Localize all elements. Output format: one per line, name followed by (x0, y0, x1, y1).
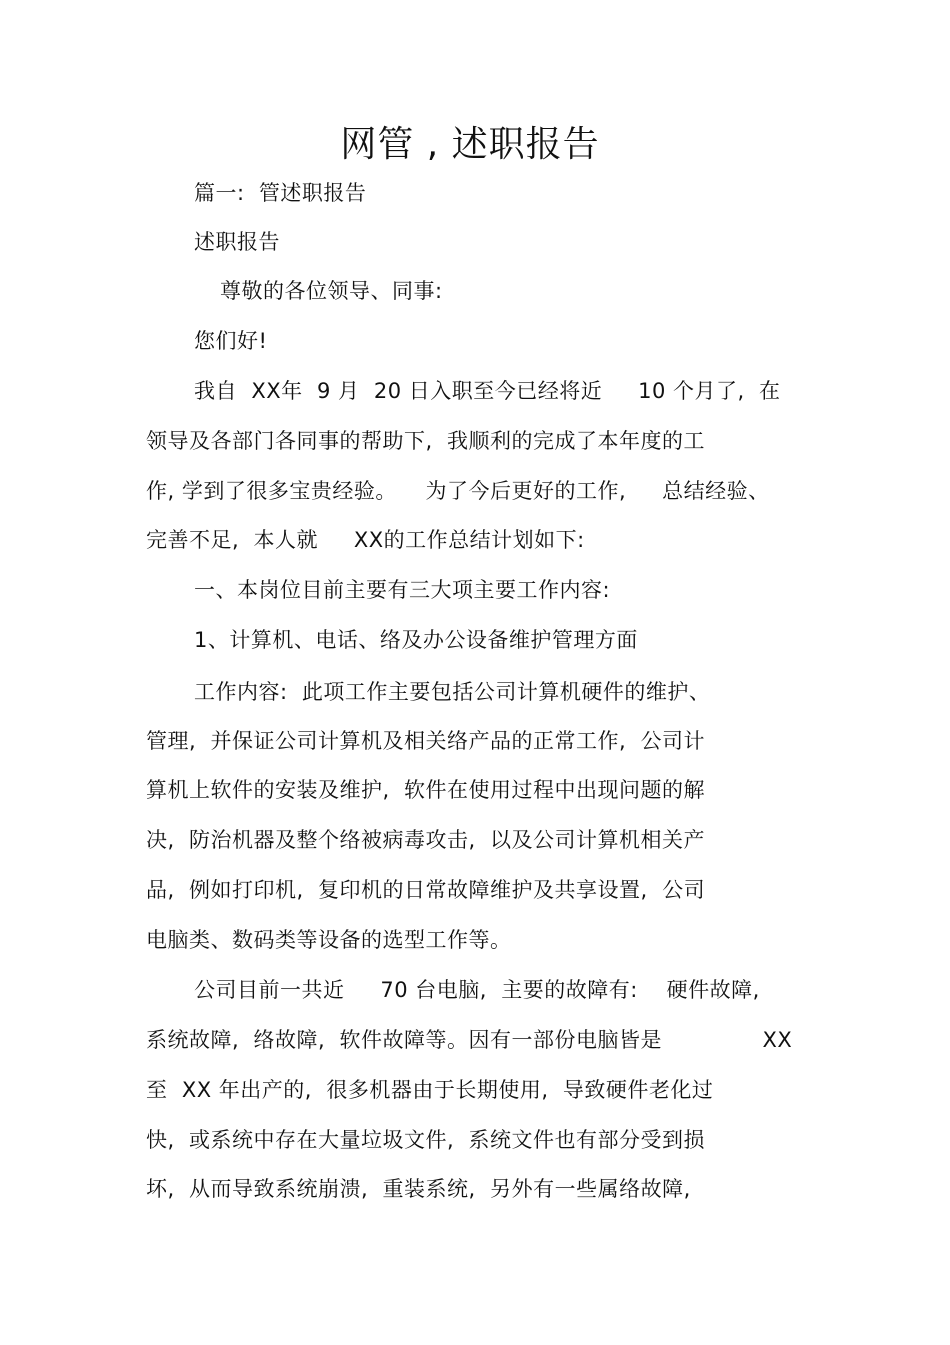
text-line: 作, 学到了很多宝贵经验。 为了今后更好的工作, 总结经验、 (146, 479, 770, 503)
text-line: 工作内容: 此项工作主要包括公司计算机硬件的维护、 (194, 680, 711, 704)
text-line: 1、计算机、电话、络及办公设备维护管理方面 (194, 628, 638, 652)
text-line: 我自 XX年 9 月 20 日入职至今已经将近 10 个月了, 在 (194, 379, 781, 403)
text-line: 完善不足, 本人就 XX的工作总结计划如下: (146, 528, 585, 552)
text-line: 尊敬的各位领导、同事: (220, 279, 443, 303)
text-line: 公司目前一共近 70 台电脑, 主要的故障有: 硬件故障, (194, 978, 760, 1002)
text-line: 一、本岗位目前主要有三大项主要工作内容: (194, 578, 611, 602)
text-line: 篇一: 管述职报告 (194, 181, 367, 205)
text-line: 系统故障, 络故障, 软件故障等。因有一部份电脑皆是 XX (146, 1028, 793, 1052)
text-line: 领导及各部门各同事的帮助下, 我顺利的完成了本年度的工 (146, 429, 706, 453)
text-line: 您们好! (194, 329, 268, 353)
text-line: 品, 例如打印机, 复印机的日常故障维护及共享设置, 公司 (146, 878, 706, 902)
text-line: 算机上软件的安装及维护, 软件在使用过程中出现问题的解 (146, 778, 706, 802)
text-line: 至 XX 年出产的, 很多机器由于长期使用, 导致硬件老化过 (146, 1078, 714, 1102)
text-line: 述职报告 (194, 230, 280, 254)
text-line: 坏, 从而导致系统崩溃, 重装系统, 另外有一些属络故障, (146, 1177, 691, 1201)
text-line: 电脑类、数码类等设备的选型工作等。 (146, 928, 512, 952)
text-line: 快, 或系统中存在大量垃圾文件, 系统文件也有部分受到损 (146, 1128, 706, 1152)
text-line: 决, 防治机器及整个络被病毒攻击, 以及公司计算机相关产 (146, 828, 706, 852)
document-title: 网管 , 述职报告 (340, 124, 600, 165)
text-line: 管理, 并保证公司计算机及相关络产品的正常工作, 公司计 (146, 729, 706, 753)
